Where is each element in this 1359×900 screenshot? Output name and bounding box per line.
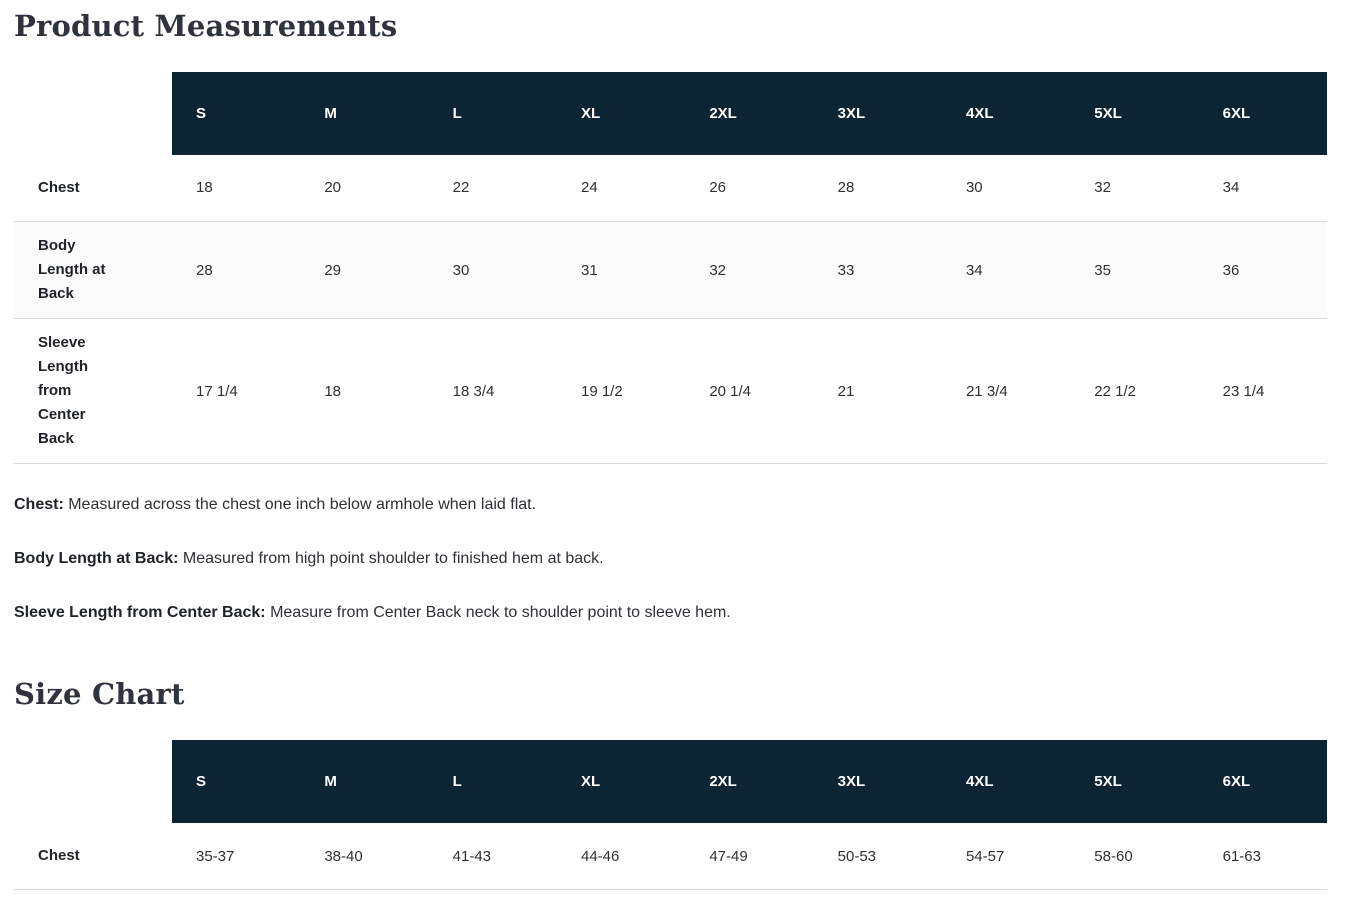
measurement-row [14, 823, 1327, 890]
measurement-value: 18 3/4 [452, 382, 495, 400]
measurement-value: 29 [324, 261, 342, 279]
product-measurements-title: Product Measurements [14, 9, 398, 43]
measurement-value: 61-63 [1222, 847, 1261, 865]
measurement-value: 44-46 [580, 847, 620, 865]
note-sleeve-length-description: Measure from Center Back neck to shoulder point to sleeve hem. [265, 604, 731, 622]
size-column-header: S [172, 740, 300, 823]
row-label: Sleeve Length from Center Back [38, 334, 88, 448]
size-column-header: 5XL [1070, 740, 1198, 823]
header-corner-cell [14, 72, 172, 155]
product-measurements-table-body [14, 155, 1327, 464]
size-chart-title: Size Chart [14, 677, 185, 712]
measurement-value: 31 [580, 261, 598, 279]
size-column-header: XL [557, 740, 685, 823]
measurement-value: 30 [452, 261, 470, 279]
size-column-header: 2XL [685, 72, 813, 155]
measurement-value: 17 1/4 [196, 382, 238, 400]
note-chest-term: Chest: [14, 496, 64, 514]
size-chart-table-body [14, 823, 1327, 890]
size-column-header: 3XL [814, 740, 942, 823]
note-body-length-term: Body Length at Back: [14, 550, 179, 568]
measurement-value: 54-57 [965, 847, 1005, 865]
measurement-value: 18 [196, 179, 213, 197]
size-column-header: 4XL [942, 72, 1070, 155]
size-column-header: L [429, 740, 557, 823]
measurement-value: 35 [1094, 261, 1111, 279]
product-measurements-section [14, 8, 1327, 624]
size-chart-section [14, 676, 1327, 890]
measurement-value: 47-49 [709, 847, 748, 865]
measurement-value: 28 [196, 261, 213, 279]
measurement-row [14, 155, 1327, 222]
size-column-header: L [429, 72, 557, 155]
measurement-value: 32 [1094, 179, 1111, 197]
size-column-header: 3XL [814, 72, 942, 155]
measurement-value: 36 [1222, 261, 1240, 279]
measurement-value: 34 [1222, 179, 1240, 197]
measurement-value: 26 [709, 179, 726, 197]
measurement-value: 41-43 [452, 847, 492, 865]
measurement-value: 58-60 [1094, 847, 1133, 865]
measurement-value: 22 1/2 [1094, 382, 1137, 400]
measurement-value: 35-37 [196, 847, 235, 865]
note-chest-description: Measured across the chest one inch below armhole when laid flat. [63, 496, 537, 514]
measurement-value: 20 [324, 179, 342, 197]
size-column-header: XL [557, 72, 685, 155]
measurement-value: 18 [324, 382, 342, 400]
note-body-length [14, 548, 1327, 570]
measurement-value: 50-53 [837, 847, 877, 865]
note-body-length-description: Measured from high point shoulder to finished hem at back. [178, 550, 604, 568]
measurement-value: 21 3/4 [965, 382, 1008, 400]
measurement-value: 33 [837, 261, 855, 279]
note-chest [14, 494, 1327, 516]
measurement-value: 38-40 [324, 847, 363, 865]
measurement-row [14, 222, 1327, 319]
row-label: Chest [38, 847, 80, 865]
measurement-value: 30 [965, 179, 983, 197]
product-measurements-table-header [14, 72, 1327, 155]
size-chart-table [14, 740, 1327, 891]
size-column-header: M [300, 740, 428, 823]
product-measurements-table [14, 72, 1327, 465]
measurement-row [14, 319, 1327, 464]
measurement-value: 34 [965, 261, 983, 279]
measurement-value: 21 [837, 382, 855, 400]
note-sleeve-length-term: Sleeve Length from Center Back: [14, 604, 266, 622]
measurement-value: 22 [452, 179, 470, 197]
size-column-header: S [172, 72, 300, 155]
header-corner-cell [14, 740, 172, 823]
size-column-header: 2XL [685, 740, 813, 823]
size-column-header: 4XL [942, 740, 1070, 823]
measurement-value: 28 [837, 179, 855, 197]
measurement-value: 32 [709, 261, 726, 279]
note-sleeve-length [14, 602, 1327, 624]
size-column-header: M [300, 72, 428, 155]
row-label: Chest [38, 178, 80, 196]
measurement-notes [14, 494, 1327, 624]
measurement-value: 24 [580, 179, 598, 197]
measurement-value: 19 1/2 [580, 382, 623, 400]
measurement-value: 23 1/4 [1222, 382, 1265, 400]
size-column-header: 5XL [1070, 72, 1198, 155]
size-chart-table-header [14, 740, 1327, 823]
measurement-value: 20 1/4 [709, 382, 752, 400]
size-column-header: 6XL [1199, 72, 1327, 155]
size-column-header: 6XL [1199, 740, 1327, 823]
row-label: Body Length at Back [38, 237, 106, 303]
